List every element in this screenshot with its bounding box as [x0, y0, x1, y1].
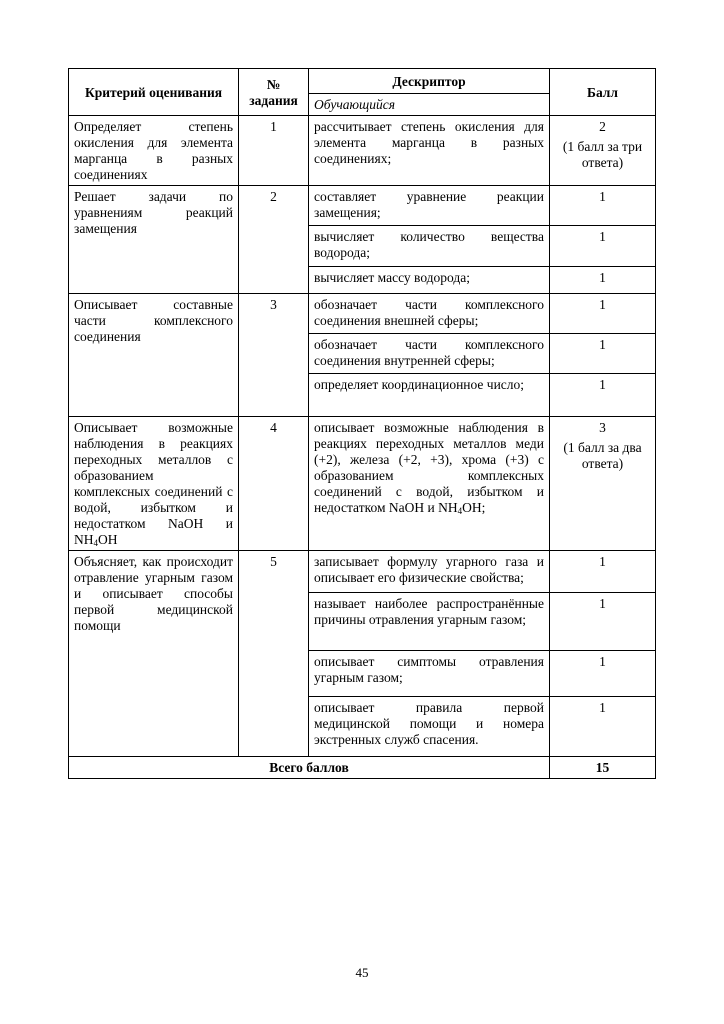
- task-number-cell: 3: [239, 294, 309, 417]
- header-descriptor: Дескриптор: [309, 69, 550, 94]
- score-cell: 1: [550, 186, 656, 226]
- table-row: [69, 551, 656, 593]
- score-note: (1 балл за два ответа): [563, 440, 642, 471]
- descriptor-cell: обозначает части комплексного соединения внутренней сферы;: [309, 334, 550, 374]
- criterion-cell: Описывает составные части комплексного соединения: [69, 294, 239, 417]
- table-row: [69, 186, 656, 226]
- assessment-table: [68, 68, 656, 779]
- task-number-cell: 5: [239, 551, 309, 757]
- criterion-cell: Объясняет, как происходит отравление угарным газом и описывает способы первой медицинской помощи: [69, 551, 239, 757]
- score-value: 2: [599, 119, 606, 134]
- score-cell: 1: [550, 334, 656, 374]
- task-number-cell: 4: [239, 417, 309, 551]
- descriptor-cell: называет наиболее распространённые причины отравления угарным газом;: [309, 593, 550, 651]
- score-cell: 1: [550, 697, 656, 757]
- score-cell: 1: [550, 374, 656, 417]
- total-row: [69, 757, 656, 779]
- score-note: (1 балл за три ответа): [562, 139, 643, 170]
- header-descriptor-subtitle: Обучающийся: [309, 94, 550, 116]
- header-task-number: № задания: [239, 69, 309, 116]
- descriptor-cell: описывает правила первой медицинской помощи и номера экстренных служб спасения.: [309, 697, 550, 757]
- table-row: [69, 294, 656, 334]
- descriptor-cell: обозначает части комплексного соединения внешней сферы;: [309, 294, 550, 334]
- score-cell: [550, 417, 656, 551]
- criterion-cell: Описывает возможные наблюдения в реакциях переходных металлов с образованием комплексных соединений с водой, избытком и недостатком NaOH и $NH_4OH$: [69, 417, 239, 551]
- page-number: 45: [355, 965, 369, 980]
- descriptor-cell: записывает формулу угарного газа и описывает его физические свойства;: [309, 551, 550, 593]
- score-cell: 1: [550, 267, 656, 294]
- header-criterion: Критерий оценивания: [69, 69, 239, 116]
- score-cell: 1: [550, 651, 656, 697]
- score-cell: [550, 116, 656, 186]
- total-label: Всего баллов: [69, 757, 550, 779]
- descriptor-cell: составляет уравнение реакции замещения;: [309, 186, 550, 226]
- descriptor-cell: описывает возможные наблюдения в реакциях переходных металлов меди (+2), железа (+2, +3), хрома (+3) с образованием комплексных соединений с водой, избытком и недостатком NaOH и $NH_4OH$;: [309, 417, 550, 551]
- criterion-cell: Решает задачи по уравнениям реакций замещения: [69, 186, 239, 294]
- descriptor-cell: рассчитывает степень окисления для элемента марганца в разных соединениях;: [309, 116, 550, 186]
- task-number-cell: 1: [239, 116, 309, 186]
- score-cell: 1: [550, 593, 656, 651]
- descriptor-cell: определяет координационное число;: [309, 374, 550, 417]
- descriptor-cell: описывает симптомы отравления угарным газом;: [309, 651, 550, 697]
- score-cell: 1: [550, 226, 656, 267]
- descriptor-cell: вычисляет массу водорода;: [309, 267, 550, 294]
- descriptor-cell: вычисляет количество вещества водорода;: [309, 226, 550, 267]
- criterion-cell: Определяет степень окисления для элемента марганца в разных соединениях: [69, 116, 239, 186]
- table-row: [69, 417, 656, 551]
- score-value: 3: [599, 420, 606, 435]
- score-cell: 1: [550, 551, 656, 593]
- header-score: Балл: [550, 69, 656, 116]
- table-row: [69, 116, 656, 186]
- task-number-cell: 2: [239, 186, 309, 294]
- score-cell: 1: [550, 294, 656, 334]
- total-score: 15: [550, 757, 656, 779]
